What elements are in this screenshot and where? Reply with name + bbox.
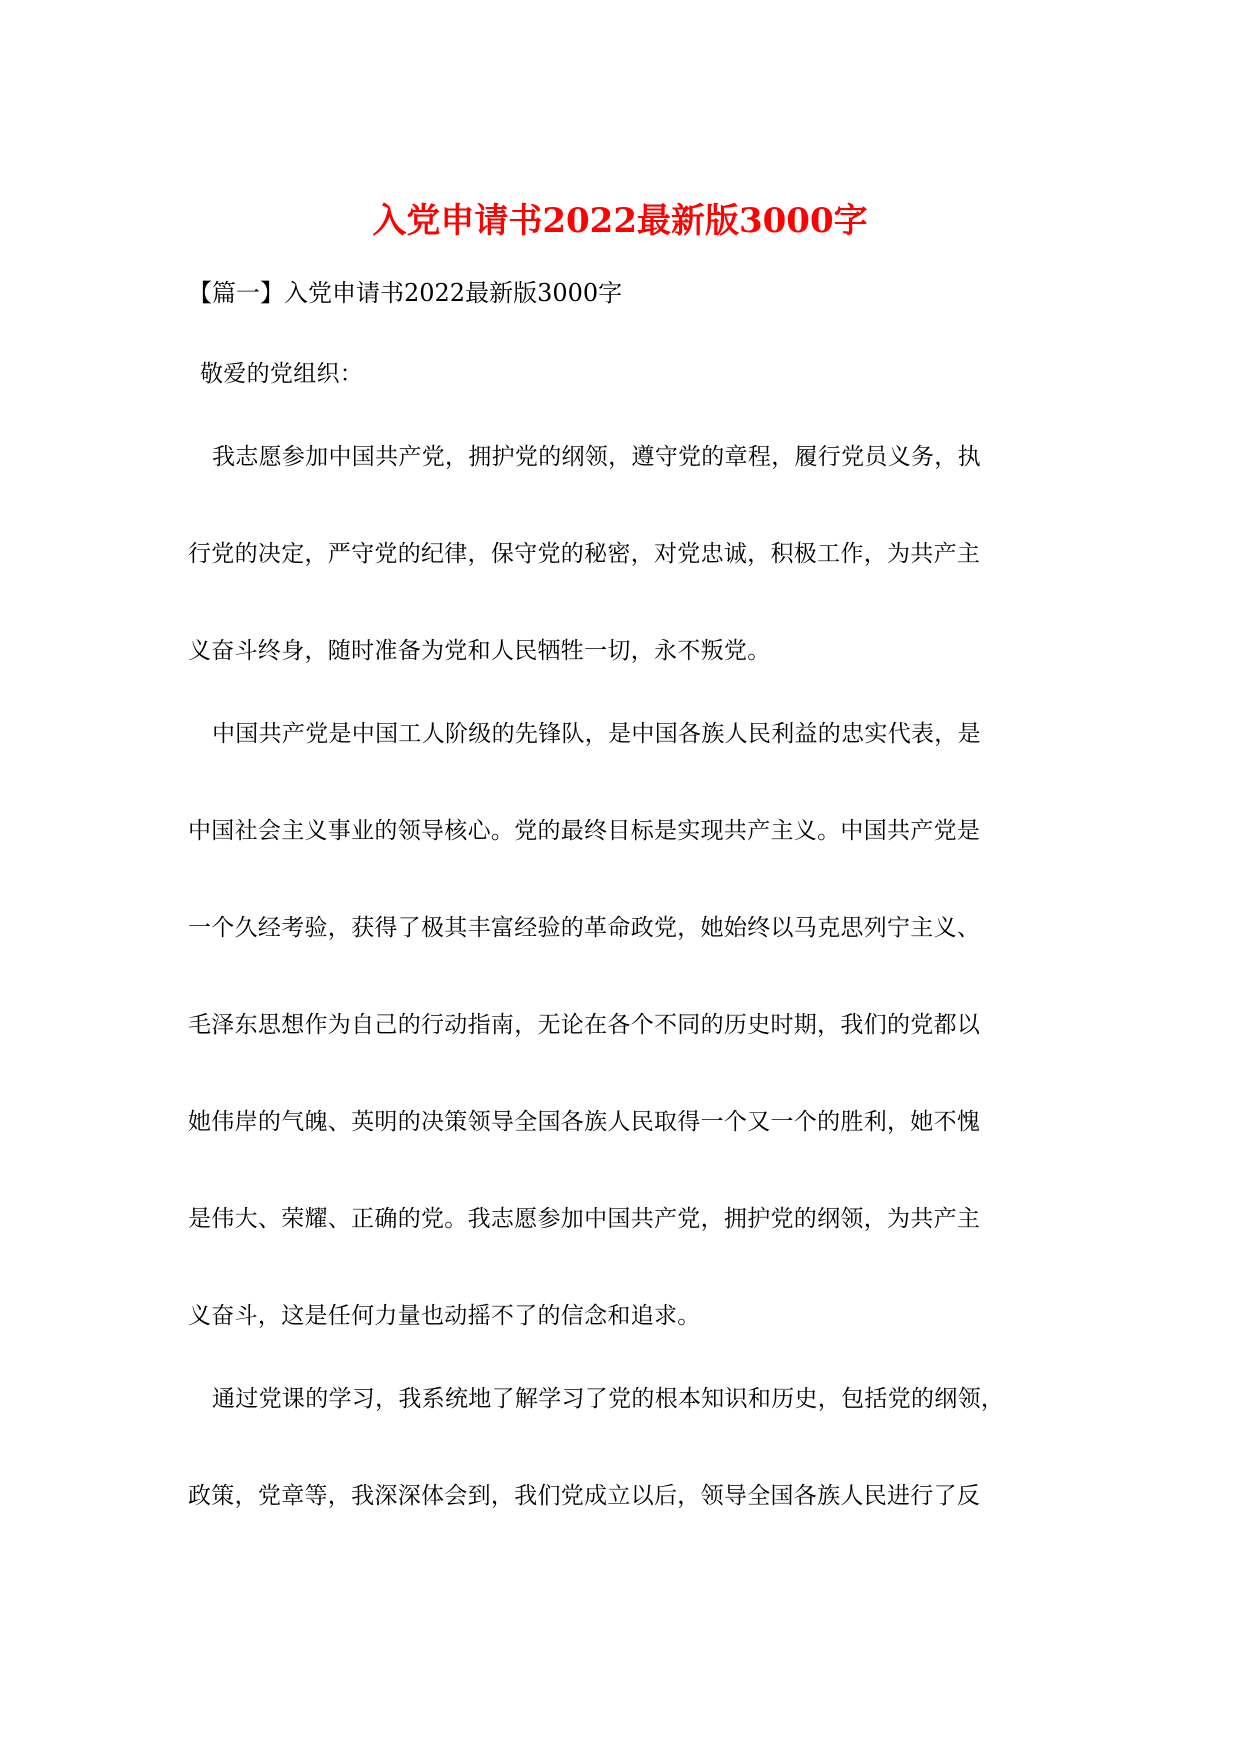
paragraph-line: 一个久经考验，获得了极其丰富经验的革命政党，她始终以马克思列宁主义、 [188,915,981,941]
paragraph-line: 行党的决定，严守党的纪律，保守党的秘密，对党忠诚，积极工作，为共产主 [188,541,981,567]
paragraph-line: 义奋斗终身，随时准备为党和人民牺牲一切，永不叛党。 [188,638,771,664]
paragraph-line: 政策，党章等，我深深体会到，我们党成立以后，领导全国各族人民进行了反 [188,1483,981,1509]
paragraph-line: 毛泽东思想作为自己的行动指南，无论在各个不同的历史时期，我们的党都以 [188,1012,981,1038]
paragraph-line: 我志愿参加中国共产党，拥护党的纲领，遵守党的章程，履行党员义务，执 [212,444,981,470]
paragraph-line: 她伟岸的气魄、英明的决策领导全国各族人民取得一个又一个的胜利，她不愧 [188,1109,981,1135]
salutation: 敬爱的党组织： [200,361,364,387]
section-heading: 【篇一】入党申请书2022最新版3000字 [188,279,623,307]
paragraph-line: 通过党课的学习，我系统地了解学习了党的根本知识和历史，包括党的纲领， [212,1386,1005,1412]
paragraph-line: 是伟大、荣耀、正确的党。我志愿参加中国共产党，拥护党的纲领，为共产主 [188,1206,981,1232]
paragraph-line: 义奋斗，这是任何力量也动摇不了的信念和追求。 [188,1303,701,1329]
paragraph-line: 中国社会主义事业的领导核心。党的最终目标是实现共产主义。中国共产党是 [188,818,981,844]
document-title: 入党申请书2022最新版3000字 [372,201,868,241]
paragraph-line: 中国共产党是中国工人阶级的先锋队，是中国各族人民利益的忠实代表，是 [212,721,981,747]
